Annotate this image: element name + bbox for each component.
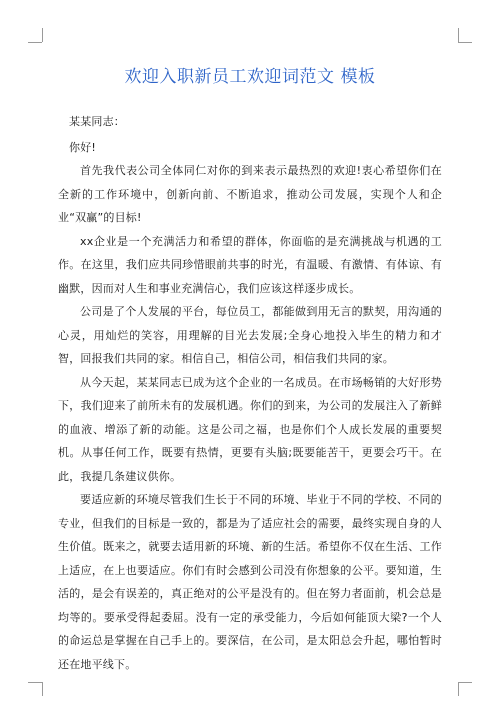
corner-mark-bottom-left-h bbox=[28, 682, 42, 683]
document-body bbox=[58, 110, 442, 676]
corner-mark-bottom-right-h bbox=[458, 682, 472, 683]
paragraph: 要适应新的环境尽管我们生长于不同的环境、毕业于不同的学校、不同的专业，但我们的目标是一致的，都是为了适应社会的需要，最终实现自身的人生价值。既来之，就要去适用新的环境、新的生活。希望你不仅在生活、工作上适应，在上也要适应。你们有时会感到公司没有你想象的公平。要知道，生活的，是会有误差的，真正绝对的公平是没有的。但在努力者面前，机会总是均等的。要承受得起委屈。没有一定的承受能力，今后如何能顶大梁?一个人的命运总是掌握在自己手上的。要深信，在公司，是太阳总会升起，哪怕暂时还在地平线下。 bbox=[58, 493, 442, 671]
corner-mark-top-right-v bbox=[458, 28, 459, 42]
corner-mark-top-right-h bbox=[458, 42, 472, 43]
paragraph: 从今天起，某某同志已成为这个企业的一名成员。在市场畅销的大好形势下，我们迎来了前所未有的发展机遇。你们的到来，为公司的发展注入了新鲜的血液、增添了新的动能。这是公司之福，也是你们个人成长发展的重要契机。从事任何工作，既要有热情，更要有头脑;既要能苦干，更要会巧干。在此，我提几条建议供你。 bbox=[58, 375, 442, 483]
corner-mark-bottom-left-v bbox=[42, 682, 43, 696]
paragraph: 首先我代表公司全体同仁对你的到来表示最热烈的欢迎!衷心希望你们在全新的工作环境中，创新向前、不断追求，推动公司发展，实现个人和企业“双赢”的目标! bbox=[58, 164, 442, 224]
paragraph: 公司是了个人发展的平台，每位员工，都能做到用无言的默契，用沟通的心灵，用灿烂的笑容，用理解的目光去发展;全身心地投入毕生的精力和才智，回报我们共同的家。相信自己，相信公司，相信我们共同的家。 bbox=[58, 305, 442, 365]
document-title: 欢迎入职新员工欢迎词范文 模板 bbox=[124, 67, 376, 87]
greeting: 你好! bbox=[69, 140, 97, 154]
corner-mark-top-left-h bbox=[28, 42, 42, 43]
corner-mark-top-left-v bbox=[42, 28, 43, 42]
corner-mark-bottom-right-v bbox=[458, 682, 459, 696]
paragraph: xx企业是一个充满活力和希望的群体，你面临的是充满挑战与机遇的工作。在这里，我们应共同珍惜眼前共事的时光，有温暖、有激情、有体谅、有幽默，因而对人生和事业充满信心，我们应该这样逐步成长。 bbox=[58, 234, 442, 295]
salutation: 某某同志： bbox=[69, 115, 125, 128]
